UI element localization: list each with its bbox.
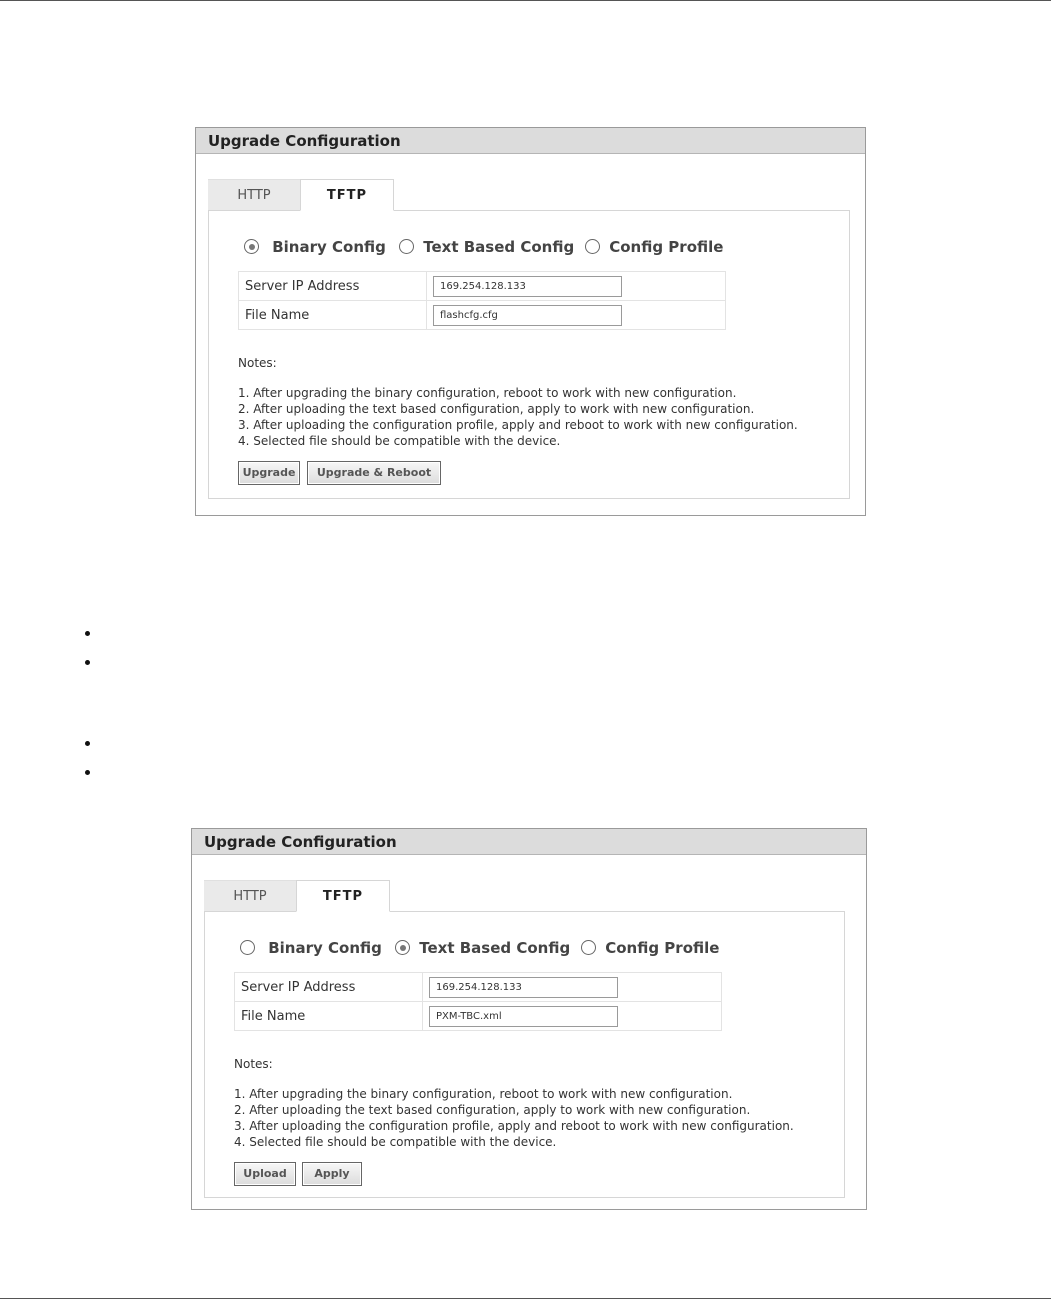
notes-title: Notes: xyxy=(234,1057,273,1071)
radio-selected-icon[interactable] xyxy=(395,940,410,955)
radio-label: Binary Config xyxy=(268,939,382,957)
tftp-fields-table xyxy=(238,271,726,330)
radio-binary-config[interactable] xyxy=(244,236,386,258)
server-ip-input[interactable]: 169.254.128.133 xyxy=(429,977,618,998)
note-item: 4. Selected file should be compatible with the device. xyxy=(234,1135,557,1149)
radio-unselected-icon[interactable] xyxy=(581,940,596,955)
notes-list xyxy=(238,385,798,449)
radio-label: Config Profile xyxy=(609,238,724,256)
upload-button[interactable]: Upload xyxy=(234,1162,296,1186)
bullet-dot xyxy=(85,770,90,775)
top-rule xyxy=(0,0,1051,1)
radio-label: Config Profile xyxy=(605,939,720,957)
panel-title: Upgrade Configuration xyxy=(196,128,865,154)
note-item: 4. Selected file should be compatible with the device. xyxy=(238,434,561,448)
file-name-input[interactable]: PXM-TBC.xml xyxy=(429,1006,618,1027)
bullet-dot xyxy=(85,631,90,636)
note-item: 3. After uploading the configuration profile, apply and reboot to work with new configuration. xyxy=(238,418,798,432)
notes-list xyxy=(234,1086,794,1150)
radio-selected-icon[interactable] xyxy=(244,239,259,254)
table-row xyxy=(235,973,722,1002)
tab-tftp[interactable]: TFTP xyxy=(300,179,394,211)
radio-binary-config[interactable] xyxy=(240,937,382,959)
radio-label: Binary Config xyxy=(272,238,386,256)
bottom-rule xyxy=(0,1298,1051,1299)
apply-button[interactable]: Apply xyxy=(302,1162,362,1186)
note-item: 2. After uploading the text based configuration, apply to work with new configuration. xyxy=(234,1103,751,1117)
note-item: 2. After uploading the text based configuration, apply to work with new configuration. xyxy=(238,402,755,416)
notes-title: Notes: xyxy=(238,356,277,370)
tab-http[interactable]: HTTP xyxy=(204,880,296,912)
radio-config-profile[interactable] xyxy=(581,937,719,959)
tab-tftp[interactable]: TFTP xyxy=(296,880,390,912)
radio-text-based-config[interactable] xyxy=(399,236,574,258)
server-ip-input[interactable]: 169.254.128.133 xyxy=(433,276,622,297)
radio-text-based-config[interactable] xyxy=(395,937,570,959)
server-ip-label: Server IP Address xyxy=(239,272,427,301)
panel-title: Upgrade Configuration xyxy=(192,829,866,855)
server-ip-label: Server IP Address xyxy=(235,973,423,1002)
file-name-input[interactable]: flashcfg.cfg xyxy=(433,305,622,326)
upgrade-button[interactable]: Upgrade xyxy=(238,461,300,485)
note-item: 3. After uploading the configuration profile, apply and reboot to work with new configuration. xyxy=(234,1119,794,1133)
upgrade-reboot-button[interactable]: Upgrade & Reboot xyxy=(307,461,441,485)
upgrade-configuration-panel-2 xyxy=(191,828,867,1210)
table-row xyxy=(235,1002,722,1031)
note-item: 1. After upgrading the binary configuration, reboot to work with new configuration. xyxy=(234,1087,733,1101)
upgrade-configuration-panel-1 xyxy=(195,127,866,516)
table-row xyxy=(239,301,726,330)
tab-http[interactable]: HTTP xyxy=(208,179,300,211)
radio-unselected-icon[interactable] xyxy=(399,239,414,254)
radio-config-profile[interactable] xyxy=(585,236,723,258)
file-name-label: File Name xyxy=(239,301,427,330)
radio-label: Text Based Config xyxy=(423,238,575,256)
note-item: 1. After upgrading the binary configuration, reboot to work with new configuration. xyxy=(238,386,737,400)
bullet-dot xyxy=(85,741,90,746)
radio-label: Text Based Config xyxy=(419,939,571,957)
tftp-fields-table xyxy=(234,972,722,1031)
table-row xyxy=(239,272,726,301)
radio-unselected-icon[interactable] xyxy=(585,239,600,254)
radio-unselected-icon[interactable] xyxy=(240,940,255,955)
file-name-label: File Name xyxy=(235,1002,423,1031)
bullet-dot xyxy=(85,660,90,665)
